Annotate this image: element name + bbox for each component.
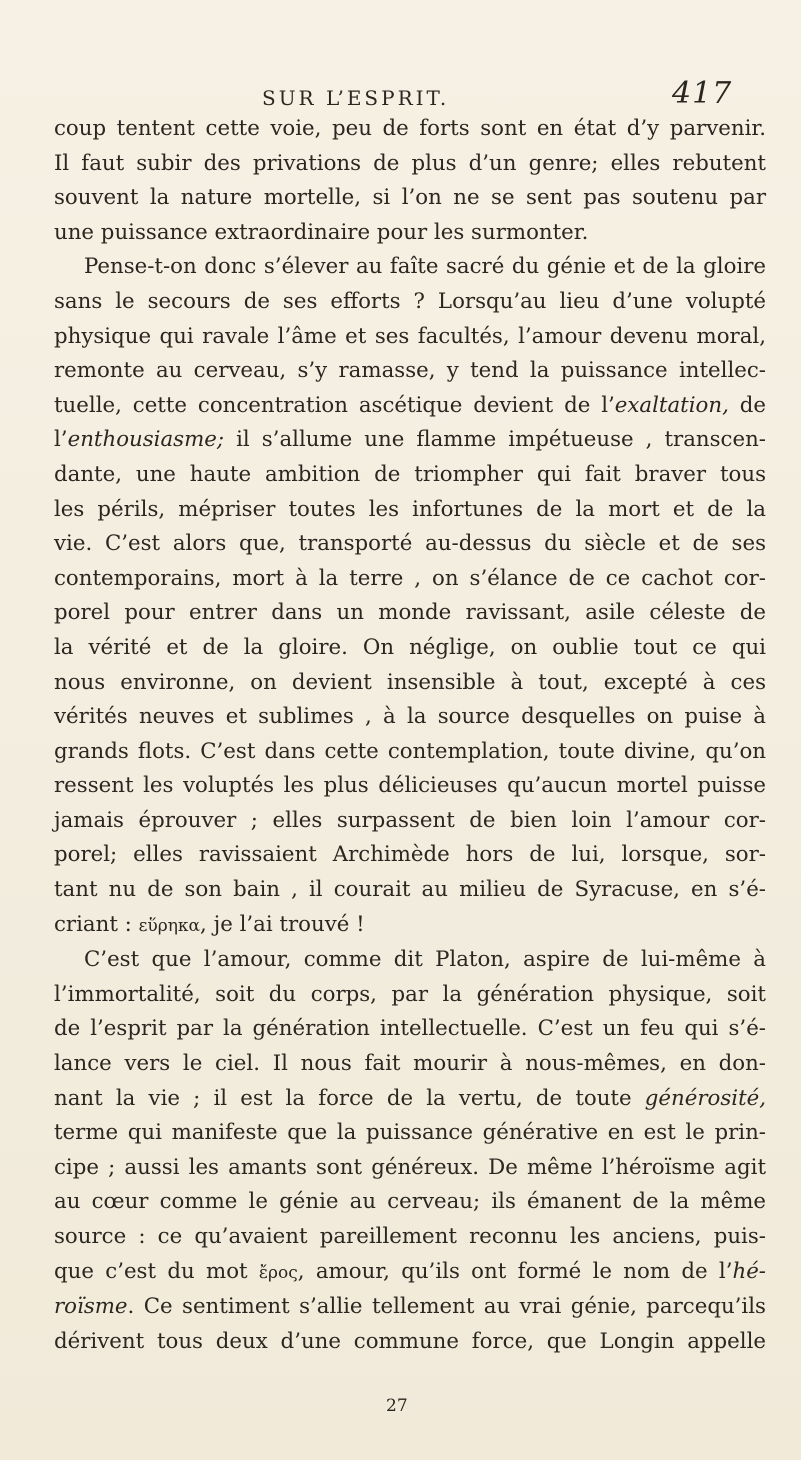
text-line bbox=[54, 873, 766, 908]
text-segment: souvent la nature mortelle, si l’on ne se sent pas soutenu par bbox=[54, 185, 766, 211]
text-segment: de bbox=[728, 392, 766, 418]
text-line bbox=[54, 631, 766, 666]
running-title: SUR L’ESPRIT. bbox=[262, 86, 450, 110]
text-line bbox=[54, 320, 766, 355]
text-line bbox=[54, 493, 766, 528]
text-segment: lance vers le ciel. Il nous fait mourir à nous-mêmes, en don- bbox=[54, 1051, 766, 1077]
text-line bbox=[54, 908, 766, 944]
text-segment: C’est que l’amour, comme dit Platon, aspire de lui-même à bbox=[84, 947, 766, 973]
text-segment: sans le secours de ses efforts ? Lorsqu’au lieu d’une volupté bbox=[54, 288, 766, 314]
text-segment: que c’est du mot bbox=[54, 1258, 259, 1284]
text-segment: porel; elles ravissaient Archimède hors de lui, lorsque, sor- bbox=[54, 842, 766, 868]
text-line bbox=[54, 1012, 766, 1047]
text-segment: la vérité et de la gloire. On néglige, on oublie tout ce qui bbox=[54, 634, 766, 660]
text-segment: porel pour entrer dans un monde ravissant, asile céleste de bbox=[54, 600, 766, 626]
text-line bbox=[54, 1151, 766, 1186]
text-segment: physique qui ravale l’âme et ses facultés, l’amour devenu moral, bbox=[54, 323, 766, 349]
text-segment: cipe ; aussi les amants sont généreux. De même l’héroïsme agit bbox=[54, 1154, 766, 1180]
text-segment: tant nu de son bain , il courait au milieu de Syracuse, en s’é- bbox=[54, 877, 766, 903]
text-segment: , amour, qu’ils ont formé le nom de l’ bbox=[297, 1258, 733, 1284]
text-segment: l’immortalité, soit du corps, par la génération physique, soit bbox=[54, 981, 766, 1007]
italic-text: générosité, bbox=[644, 1085, 766, 1111]
text-segment: tuelle, cette concentration ascétique devient de l’ bbox=[54, 392, 615, 418]
text-line bbox=[54, 943, 766, 978]
text-line bbox=[54, 700, 766, 735]
greek-word: ἔρος bbox=[258, 1262, 298, 1283]
page-number: 417 bbox=[672, 76, 733, 111]
text-line bbox=[54, 181, 766, 216]
text-segment: vérités neuves et sublimes , à la source desquelles on puise à bbox=[54, 704, 766, 730]
text-line bbox=[54, 147, 766, 182]
text-line bbox=[54, 216, 766, 251]
text-line bbox=[54, 769, 766, 804]
italic-text: hé- bbox=[732, 1258, 766, 1284]
text-line bbox=[54, 389, 766, 424]
text-segment: grands flots. C’est dans cette contemplation, toute divine, qu’on bbox=[54, 738, 766, 764]
greek-word: εὕρηκα bbox=[138, 915, 201, 936]
text-segment: remonte au cerveau, s’y ramasse, y tend la puissance intellec- bbox=[54, 358, 766, 384]
text-segment: il s’allume une flamme impétueuse , transcen- bbox=[224, 427, 766, 453]
text-line bbox=[54, 1047, 766, 1082]
text-line bbox=[54, 285, 766, 320]
text-segment: nant la vie ; il est la force de la vertu, de toute bbox=[54, 1085, 645, 1111]
text-line bbox=[54, 250, 766, 285]
text-line bbox=[54, 423, 766, 458]
text-segment: jamais éprouver ; elles surpassent de bien loin l’amour cor- bbox=[54, 807, 766, 833]
text-segment: . Ce sentiment s’allie tellement au vrai génie, parcequ’ils bbox=[127, 1294, 766, 1320]
text-segment: terme qui manifeste que la puissance générative en est le prin- bbox=[54, 1120, 766, 1146]
text-line bbox=[54, 1255, 766, 1291]
text-line bbox=[54, 1185, 766, 1220]
body-text bbox=[54, 112, 766, 1359]
text-line bbox=[54, 562, 766, 597]
text-segment: les périls, mépriser toutes les infortunes de la mort et de la bbox=[54, 496, 766, 522]
text-line bbox=[54, 1220, 766, 1255]
text-segment: nous environne, on devient insensible à tout, excepté à ces bbox=[54, 669, 766, 695]
text-segment: Il faut subir des privations de plus d’un genre; elles rebutent bbox=[54, 150, 766, 176]
text-segment: ressent les voluptés les plus délicieuses qu’aucun mortel puisse bbox=[54, 773, 766, 799]
text-segment: l’ bbox=[54, 427, 68, 453]
text-segment: Pense-t-on donc s’élever au faîte sacré du génie et de la gloire bbox=[84, 254, 766, 280]
text-line bbox=[54, 978, 766, 1013]
text-line bbox=[54, 666, 766, 701]
text-segment: dérivent tous deux d’une commune force, que Longin appelle bbox=[54, 1328, 766, 1354]
text-line bbox=[54, 1325, 766, 1360]
text-line bbox=[54, 112, 766, 147]
text-segment: criant : bbox=[54, 911, 139, 937]
italic-text: roïsme bbox=[54, 1294, 128, 1320]
italic-text: enthousiasme; bbox=[67, 427, 225, 453]
text-segment: dante, une haute ambition de triompher qui fait braver tous bbox=[54, 461, 766, 487]
text-line bbox=[54, 1290, 766, 1325]
text-segment: vie. C’est alors que, transporté au-dessus du siècle et de ses bbox=[54, 531, 766, 557]
text-line bbox=[54, 804, 766, 839]
text-line bbox=[54, 1116, 766, 1151]
text-line bbox=[54, 596, 766, 631]
text-line bbox=[54, 838, 766, 873]
text-line bbox=[54, 354, 766, 389]
signature-mark: 27 bbox=[386, 1396, 408, 1416]
text-segment: au cœur comme le génie au cerveau; ils émanent de la même bbox=[54, 1189, 766, 1215]
text-line bbox=[54, 458, 766, 493]
text-segment: de l’esprit par la génération intellectuelle. C’est un feu qui s’é- bbox=[54, 1016, 766, 1042]
text-line bbox=[54, 735, 766, 770]
text-segment: source : ce qu’avaient pareillement reconnu les anciens, puis- bbox=[54, 1224, 766, 1249]
text-line bbox=[54, 1082, 766, 1117]
text-segment: coup tentent cette voie, peu de forts sont en état d’y parvenir. bbox=[54, 116, 766, 141]
text-segment: , je l’ai trouvé ! bbox=[200, 911, 365, 937]
text-segment: contemporains, mort à la terre , on s’élance de ce cachot cor- bbox=[54, 565, 766, 591]
italic-text: exaltation, bbox=[614, 392, 729, 418]
text-line bbox=[54, 527, 766, 562]
text-segment: une puissance extraordinaire pour les surmonter. bbox=[54, 219, 589, 245]
